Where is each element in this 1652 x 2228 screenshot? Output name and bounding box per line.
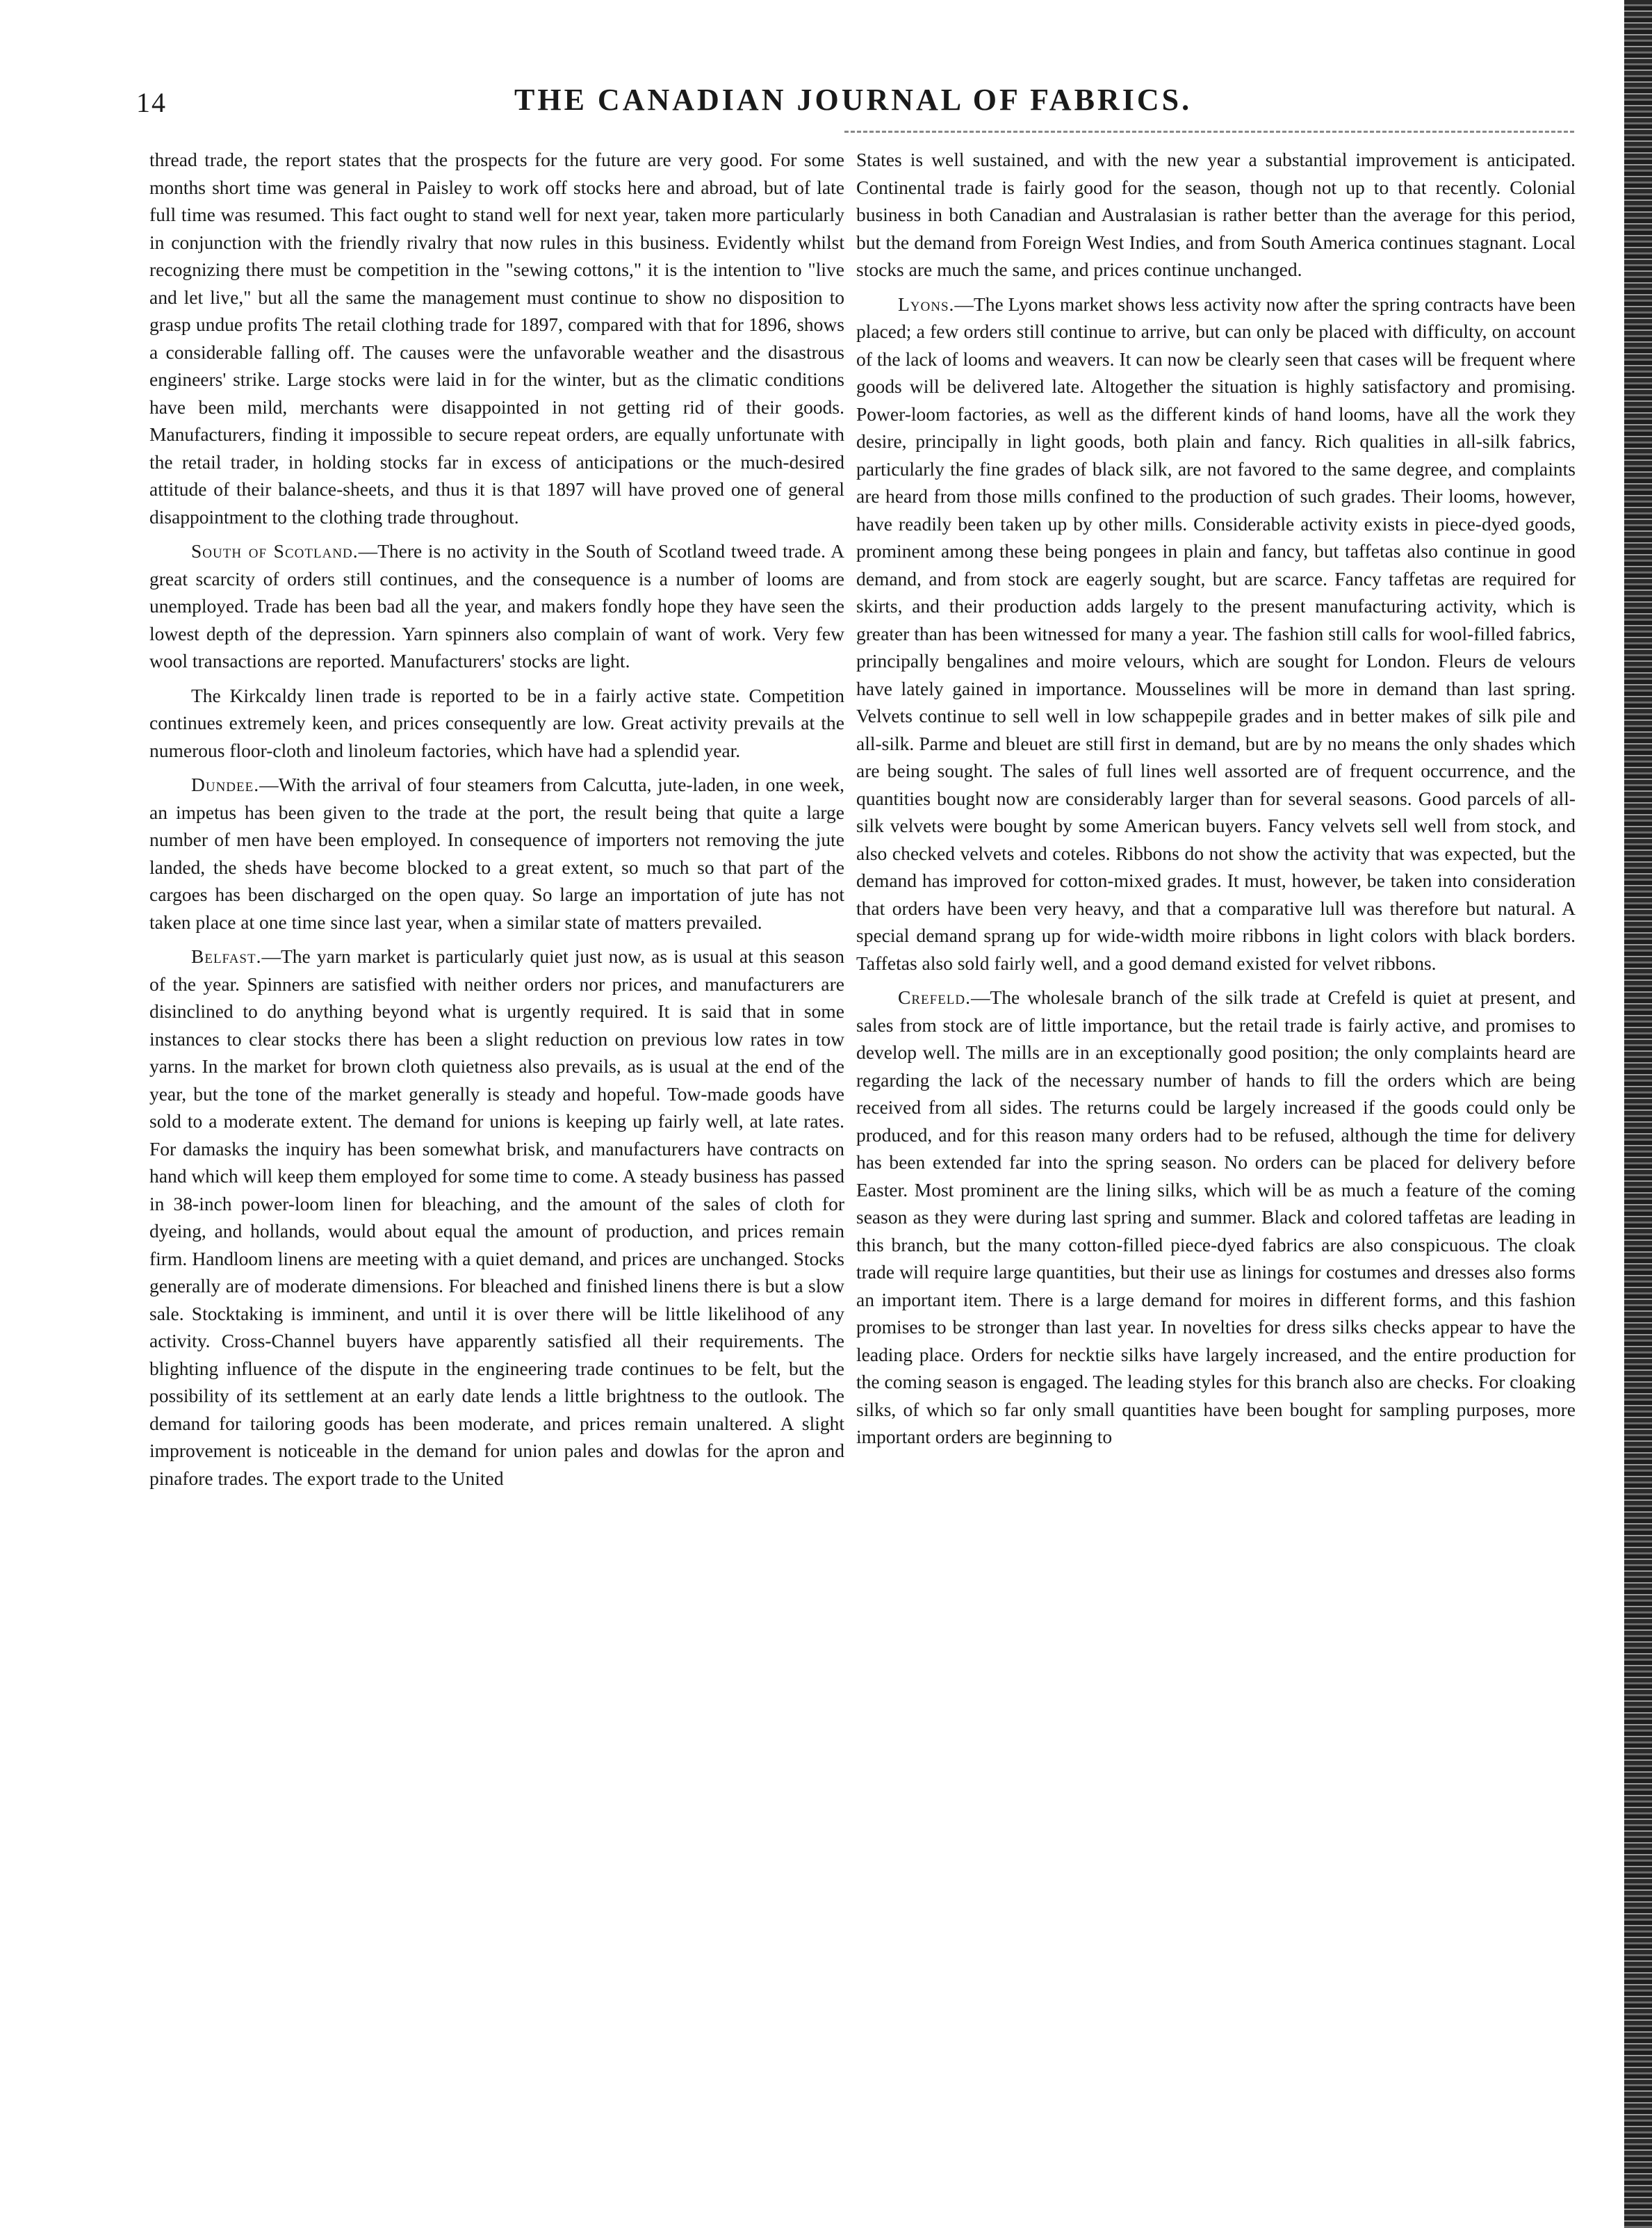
section-lead-lyons: Lyons.: [898, 293, 955, 315]
paragraph-lyons: [856, 291, 1576, 977]
paragraph-text: thread trade, the report states that the prospects for the future are very good. For some months short time was general in Paisley to work off stocks here and abroad, but of late full time was resumed. This fact ought to stand well for next year, taken more particularly in conjunction with the friendly rivalry that now rules in this business. Evidently whilst recognizing there must be competition in the "sewing cottons," it is the intention to "live and let live," but all the same the management must continue to show no disposition to grasp undue profits The retail clothing trade for 1897, compared with that for 1896, shows a considerable falling off. The causes were the unfavorable weather and the disastrous engineers' strike. Large stocks were laid in for the winter, but as the climatic conditions have been mild, merchants were disappointed in not getting rid of their goods. Manufacturers, finding it impossible to secure repeat orders, are equally unfortunate with the retail trader, in holding stocks far in excess of anticipations or the much-desired attitude of their balance-sheets, and thus it is that 1897 will have proved one of general disappointment to the clothing trade throughout.: [149, 149, 844, 528]
paragraph-belfast: [149, 943, 844, 1492]
paragraph-text: —The Lyons market shows less activity now after the spring contracts have been placed; a few orders still continue to arrive, but can only be placed with difficulty, on account of the lack of looms and weavers. It can now be clearly seen that cases will be frequent where goods will be delivered late. Altogether the situation is highly satisfactory and promising. Power-loom factories, as well as the different kinds of hand looms, have all the work they desire, principally in light goods, both plain and fancy. Rich qualities in all-silk fabrics, particularly the fine grades of black silk, are not favored to the same degree, and complaints are heard from those mills confined to the production of such grades. Their looms, however, have readily been taken up by other mills. Considerable activity exists in piece-dyed goods, prominent among these being pongees in plain and fancy, but taffetas also continue in good demand, and from stock are eagerly sought, but are scarce. Fancy taffetas are required for skirts, and their production adds largely to the present manufacturing activity, which is greater than has been witnessed for many a year. The fashion still calls for wool-filled fabrics, principally bengalines and moire velours, which are sought for London. Fleurs de velours have lately gained in importance. Mousselines will be more in demand than last spring. Velvets continue to sell well in low schappepile grades and in better makes of silk pile and all-silk. Parme and bleuet are still first in demand, but are by no means the only shades which are being sought. The sales of full lines well assorted are of frequent occurrence, and the quantities bought now are considerably larger than for several seasons. Good parcels of all-silk velvets were bought by some American buyers. Fancy velvets sell well from stock, and also checked velvets and coteles. Ribbons do not show the activity that was expected, but the demand has improved for cotton-mixed grades. It must, however, be taken into consideration that orders have been very heavy, and that a comparative lull was therefore but natural. A special demand sprang up for wide-width moire ribbons in light colors with black borders. Taffetas also sold fairly well, and a good demand existed for velvet ribbons.: [856, 293, 1576, 974]
paragraph-text: —The wholesale branch of the silk trade at Crefeld is quiet at present, and sales from stock are of little importance, but the retail trade is fairly active, and promises to develop well. The mills are in an exceptionally good position; the only complaints heard are regarding the lack of the necessary number of hands to fill the orders which are being received from all sides. The returns could be largely increased if the goods could only be produced, and for this reason many orders had to be refused, although the time for delivery has been extended far into the spring season. No orders can be placed for delivery before Easter. Most prominent are the lining silks, which will be as much a feature of the coming season as they were during last spring and summer. Black and colored taffetas are leading in this branch, but the many cotton-filled piece-dyed fabrics are also conspicuous. The cloak trade will require large quantities, but their use as linings for costumes and dresses also forms an important item. There is a large demand for moires in different forms, and this fashion promises to be stronger than last year. In novelties for dress silks checks appear to have the leading place. Orders for necktie silks have largely increased, and the entire production for the coming season is engaged. The leading styles for this branch also are checks. For cloaking silks, of which so far only small quantities have been bought for sampling purposes, more important orders are beginning to: [856, 986, 1576, 1447]
running-head-title: THE CANADIAN JOURNAL OF FABRICS.: [514, 83, 1193, 117]
paragraph-south-of-scotland: [149, 537, 844, 675]
paragraph-dundee: [149, 771, 844, 936]
paragraph-thread-trade-continued: [149, 146, 844, 530]
section-lead-dundee: Dundee.: [191, 774, 260, 795]
section-lead-belfast: Belfast.: [191, 945, 262, 967]
page-number: 14: [136, 87, 167, 118]
paragraph-text: States is well sustained, and with the new year a substantial improvement is anticipated. Continental trade is fairly good for the season, though not up to that recently. Colonial business in both Canadian and Australasian is rather better than the average for this period, but the demand from Foreign West Indies, and from South America continues stagnant. Local stocks are much the same, and prices continue unchanged.: [856, 149, 1576, 280]
paragraph-text: —The yarn market is particularly quiet just now, as is usual at this season of the year. Spinners are satisfied with neither orders nor prices, and manufacturers are disinclined to do anything beyond what is urgently required. It is said that in some instances to clear stocks there has been a slight reduction on previous low rates in tow yarns. In the market for brown cloth quietness also prevails, as is usual at the end of the year, but the tone of the market generally is steady and hopeful. Tow-made goods have sold to a moderate extent. The demand for unions is keeping up fairly well, at late rates. For damasks the inquiry has been somewhat brisk, and manufacturers have contracts on hand which will keep them employed for some time to come. A steady business has passed in 38-inch power-loom linen for bleaching, and the amount of the sales of cloth for dyeing, and hollands, would about equal the amount of production, and prices remain firm. Handloom linens are meeting with a quiet demand, and prices are unchanged. Stocks generally are of moderate dimensions. For bleached and finished linens there is but a slow sale. Stocktaking is imminent, and until it is over there will be little likelihood of any activity. Cross-Channel buyers have apparently satisfied all their requirements. The blighting influence of the dispute in the engineering trade continues to be felt, but the possibility of its settlement at an early date lends a little brightness to the outlook. The demand for tailoring goods has been moderate, and prices remain unaltered. A slight improvement is noticeable in the demand for union pales and dowlas for the apron and pinafore trades. The export trade to the United: [149, 945, 844, 1489]
right-column: [856, 146, 1576, 1458]
header-rule: [844, 131, 1574, 133]
paragraph-belfast-continued: [856, 146, 1576, 284]
section-lead-south-of-scotland: South of Scotland.: [191, 540, 359, 562]
section-lead-crefeld: Crefeld.: [898, 986, 971, 1008]
paragraph-text: The Kirkcaldy linen trade is reported to be in a fairly active state. Competition continues extremely keen, and prices consequently are low. Great activity prevails at the numerous floor-cloth and linoleum factories, which have had a splendid year.: [149, 684, 844, 761]
paragraph-text: —With the arrival of four steamers from Calcutta, jute-laden, in one week, an impetus has been given to the trade at the port, the result being that quite a large number of men have been employed. In consequence of importers not removing the jute landed, the sheds have become blocked to a great extent, so much so that part of the cargoes has been discharged on the open quay. So large an importation of jute has not taken place at one time since last year, when a similar state of matters prevailed.: [149, 774, 844, 933]
scanned-page-edge: [1624, 0, 1652, 2228]
paragraph-text: —There is no activity in the South of Scotland tweed trade. A great scarcity of orders still continues, and the consequence is a number of looms are unemployed. Trade has been bad all the year, and makers fondly hope they have seen the lowest depth of the depression. Yarn spinners also complain of want of work. Very few wool transactions are reported. Manufacturers' stocks are light.: [149, 540, 844, 672]
paragraph-kirkcaldy: [149, 682, 844, 765]
left-column: [149, 146, 844, 1499]
paragraph-crefeld: [856, 984, 1576, 1451]
